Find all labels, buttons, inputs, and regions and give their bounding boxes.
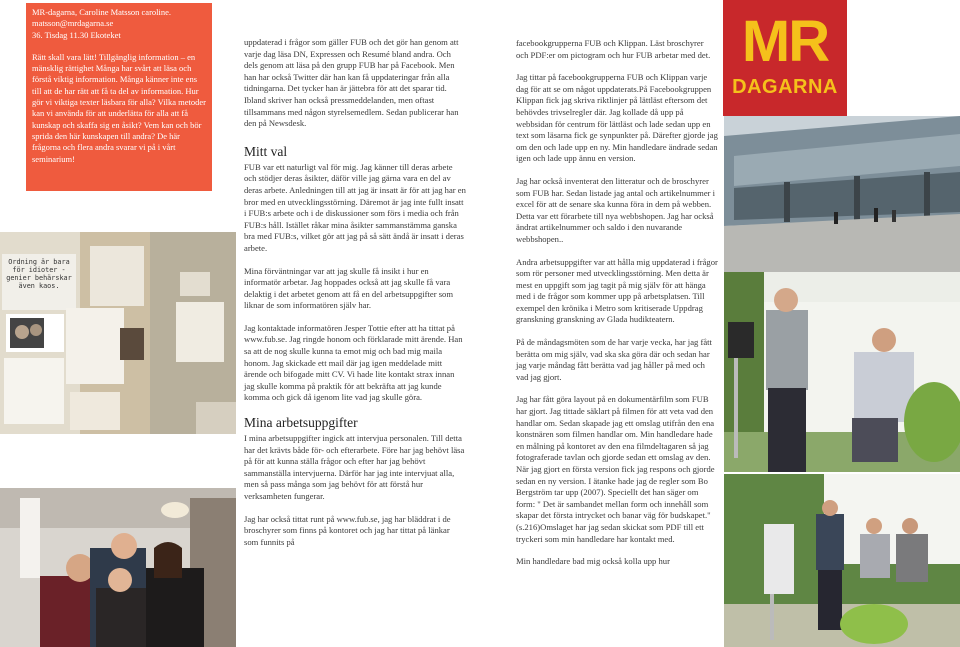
paragraph: Min handledare bad mig också kolla upp hur [516, 556, 670, 567]
paragraph: Jag kontaktade informatören Jesper Tottie efter att ha tittat på www.fub.se. Jag ringde honom och förklarade mitt ärende. Han sa att de nog skulle kunna ta emot mig och bad mig maila honom. Jag skickade ett mail där jag igen meddelade mitt ärende och bifogade mitt CV. Vi hade lite kontakt strax innan jag skulle komma på praktik för att bekräfta att jag kunde komma och gick då igenom lite vad jag skulle göra. [244, 322, 463, 403]
article-column-right [516, 38, 718, 579]
speaker-illustration-2 [724, 474, 960, 647]
section-heading-mina-arbetsuppgifter: Mina arbetsuppgifter [244, 415, 358, 431]
poster-wall-photo [0, 232, 236, 434]
meta-line: matsson@mrdagarna.se [32, 18, 114, 29]
meta-line: 36. Tisdag 11.30 Ekoteket [32, 29, 121, 40]
logo-mr-text: MR [741, 9, 829, 74]
paragraph: I mina arbetsuppgifter ingick att intervjua personalen. Till detta har det krävts både för- och efterarbete. Före har jag behövt läsa på för att kunna ställa frågor och efter har jag behövt sammanställa intervjuerna. Därför har jag inte intervjuat alla, men så pass många som jag behövt för att förstå hur verksamheten fungerar. [244, 433, 465, 501]
mr-dagarna-logo [723, 0, 847, 116]
group-photo [0, 488, 236, 647]
seminar-info-box [26, 3, 212, 191]
paragraph: Andra arbetsuppgifter var att hålla mig uppdaterad i frågor som rör personer med utvecklingsstörning. Men detta är mest en uppgift som jag tagit på mig själv för att hänga med i de frågor som kommer upp på arbetsplatsen. Till exempel den krönika i Metro som kritiserade Uppdrag granskning granskning av Glada hudikteatern. [516, 256, 718, 325]
meta-line: MR-dagarna, Caroline Matsson caroline. [32, 7, 172, 17]
paragraph: Jag har fått göra layout på en dokumentärfilm som FUB har gjort. Jag tittade säklart på filmen för att veta vad den handlar om. Sedan skapade jag ett omslag utifrån den ena konstnären som filmen handlar om. Min handledare hade en målning på kontoret av den ena filmdeltagaren så jag fotograferade tavlan och gjorde sedan ett omslag av den. När jag gjort en första version fick jag respons och gjorde sedan en ny version. I ätanke hade jag de regler som Bo Bergström tar upp (2007). Speciellt det han säger om form: " Det är sambandet mellan form och innehåll som skapar det första intrycket och banar väg för budskapet." (s.216)Omslaget har jag sedan skickat som PDF till ett tryckeri som min handledare har kontakt med. [516, 394, 715, 544]
paragraph: På de måndagsmöten som de har varje vecka, har jag fått berätta om mig själv, vad ska ska göra där och sedan har jag varje måndag fått berätta vad jag håller på med och vad jag gjort. [516, 337, 712, 382]
logo-dagarna-text: DAGARNA [732, 76, 838, 98]
city-illustration [724, 116, 960, 272]
seminar-intro: Rätt skall vara lätt! Tillgänglig information – en mänsklig rättighet Många har svårt att läsa och förstå viktig information. Många känner inte ens till att de har rätt att få ta del av information. Hur gör vi viktiga texter läsbara för alla? Vilka metoder kan vi använda för att underlätta för alla att få kunskap och skaffa sig en åsikt? Vem kan och bör sprida den här kunskapen till andra? De här frågorna och flera andra svarar vi på i vårt seminarium! [32, 51, 206, 164]
speaker-illustration-1 [724, 272, 960, 472]
speaker-photo-2 [724, 474, 960, 647]
paragraph: Jag har också inventerat den litteratur och de broschyrer som FUB har. Sedan listade jag antal och artikelnummer i excel för att de senare ska kunna föra in dem på webben. Detta var ett förarbete till nya webbshopen. Jag har också ändrat artikelnummer och saldo i den nuvarande webbshopen.. [516, 175, 716, 244]
seminar-meta [32, 7, 206, 41]
paragraph: Jag har också tittat runt på www.fub.se, jag har bläddrat i de broschyrer som finns på kontoret och jag har tittat på länkar som funnits på [244, 513, 451, 547]
paragraph: Jag tittar på facebookgrupperna FUB och Klippan varje dag för att se om något uppdaterats.På Facebookgruppen Klippan fick jag skriva riktlinjer på lättläst eftersom det behövdes trivselregler där. Jag kollade då upp på webbsidan för centrum för lättläst och lade sedan upp en text som läsarna fick ge synpunkter på. Därefter gjorde jag om den och lade upp en ny. Min handledare ändrade sedan igen och lade upp ännu en version. [516, 72, 718, 164]
paragraph: Mina förväntningar var att jag skulle få insikt i hur en informatör arbetar. Jag hoppades också att jag skulle få vara delaktig i det arbetet genom att få en del arbetsuppgifter som liknar de som informatören själv har. [244, 265, 454, 311]
poster-sign-text: Ordning är bara för idioter -genier behärskar även kaos. [6, 258, 72, 290]
paragraph: uppdaterad i frågor som gäller FUB och det gör han genom att varje dag läsa DN, Expressen och Resumé bland andra. Och dels genom att läsa på den grupp FUB har på Facebook. Men han har också Twitter där han kan få uppdateringar från alla tidningarna. Det tycker han är jättebra för att det sparar tid. Ibland skriver han också pressmeddelanden, men oftast tillsammans med någon styrelsemedlem. Sedan publicerar han den på Newsdesk. [244, 37, 459, 129]
speaker-photo-1 [724, 272, 960, 472]
section-heading-mitt-val: Mitt val [244, 143, 288, 159]
paragraph: FUB var ett naturligt val för mig. Jag känner till deras arbete och stödjer deras åsikter, däför ville jag gärna vara en del av deras arbete. Anledningen till att jag är insatt är för att jag har en bror med en utvecklingsstörning. Däremot är jag inte fullt insatt i FUB:s arbete och i de diskussioner som förs i media och från FUB:s håll. Istället råkar mina åsikter sammanstämma ganska bra med FUB:s, vilket gör att jag på så sätt ändå är insatt i deras arbete. [244, 161, 466, 253]
article-column-middle [244, 37, 466, 559]
group-illustration [0, 488, 236, 647]
paragraph: facebookgrupperna FUB och Klippan. Läst broschyrer och PDF:er om pictogram och hur FUB arbetar med det. [516, 38, 711, 60]
city-building-photo [724, 116, 960, 272]
